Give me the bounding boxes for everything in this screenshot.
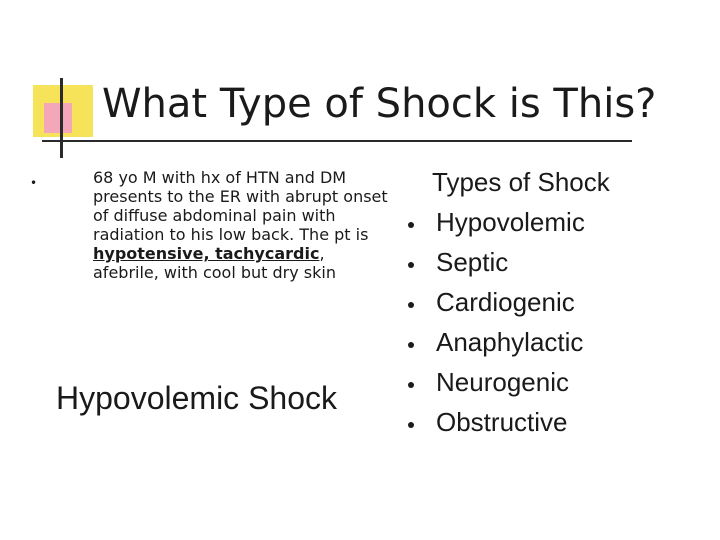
list-item-label: Neurogenic xyxy=(436,367,569,397)
case-vital-signs-emphasis: hypotensive, tachycardic xyxy=(93,244,320,263)
list-item xyxy=(408,282,585,322)
types-heading: Types of Shock xyxy=(432,167,610,197)
bullet-icon xyxy=(408,382,414,388)
bullet-icon xyxy=(408,262,414,268)
list-item xyxy=(408,362,585,402)
bullet-icon xyxy=(408,342,414,348)
slide-title: What Type of Shock is This? xyxy=(102,81,657,127)
list-item-label: Anaphylactic xyxy=(436,327,584,357)
bullet-icon xyxy=(408,302,414,308)
bullet-icon xyxy=(408,222,414,228)
list-item-label: Septic xyxy=(436,247,509,277)
list-item xyxy=(408,322,585,362)
list-item-label: Hypovolemic xyxy=(436,207,585,237)
list-item xyxy=(408,202,585,242)
list-item-label: Obstructive xyxy=(436,407,568,437)
types-list xyxy=(408,202,585,442)
list-item xyxy=(408,402,585,442)
bullet-icon xyxy=(408,422,414,428)
decorative-pink-square xyxy=(44,103,72,133)
list-item-label: Cardiogenic xyxy=(436,287,575,317)
case-text-after: , afebrile, with cool but dry skin xyxy=(93,244,336,282)
answer-text: Hypovolemic Shock xyxy=(56,380,337,416)
list-item xyxy=(408,242,585,282)
case-description xyxy=(93,168,388,282)
decorative-vertical-line xyxy=(60,78,63,158)
case-bullet: • xyxy=(30,176,38,190)
case-text-before: 68 yo M with hx of HTN and DM presents to the ER with abrupt onset of diffuse abdominal pain with radiation to his low back. The pt is xyxy=(93,168,388,244)
title-underline xyxy=(42,140,632,142)
